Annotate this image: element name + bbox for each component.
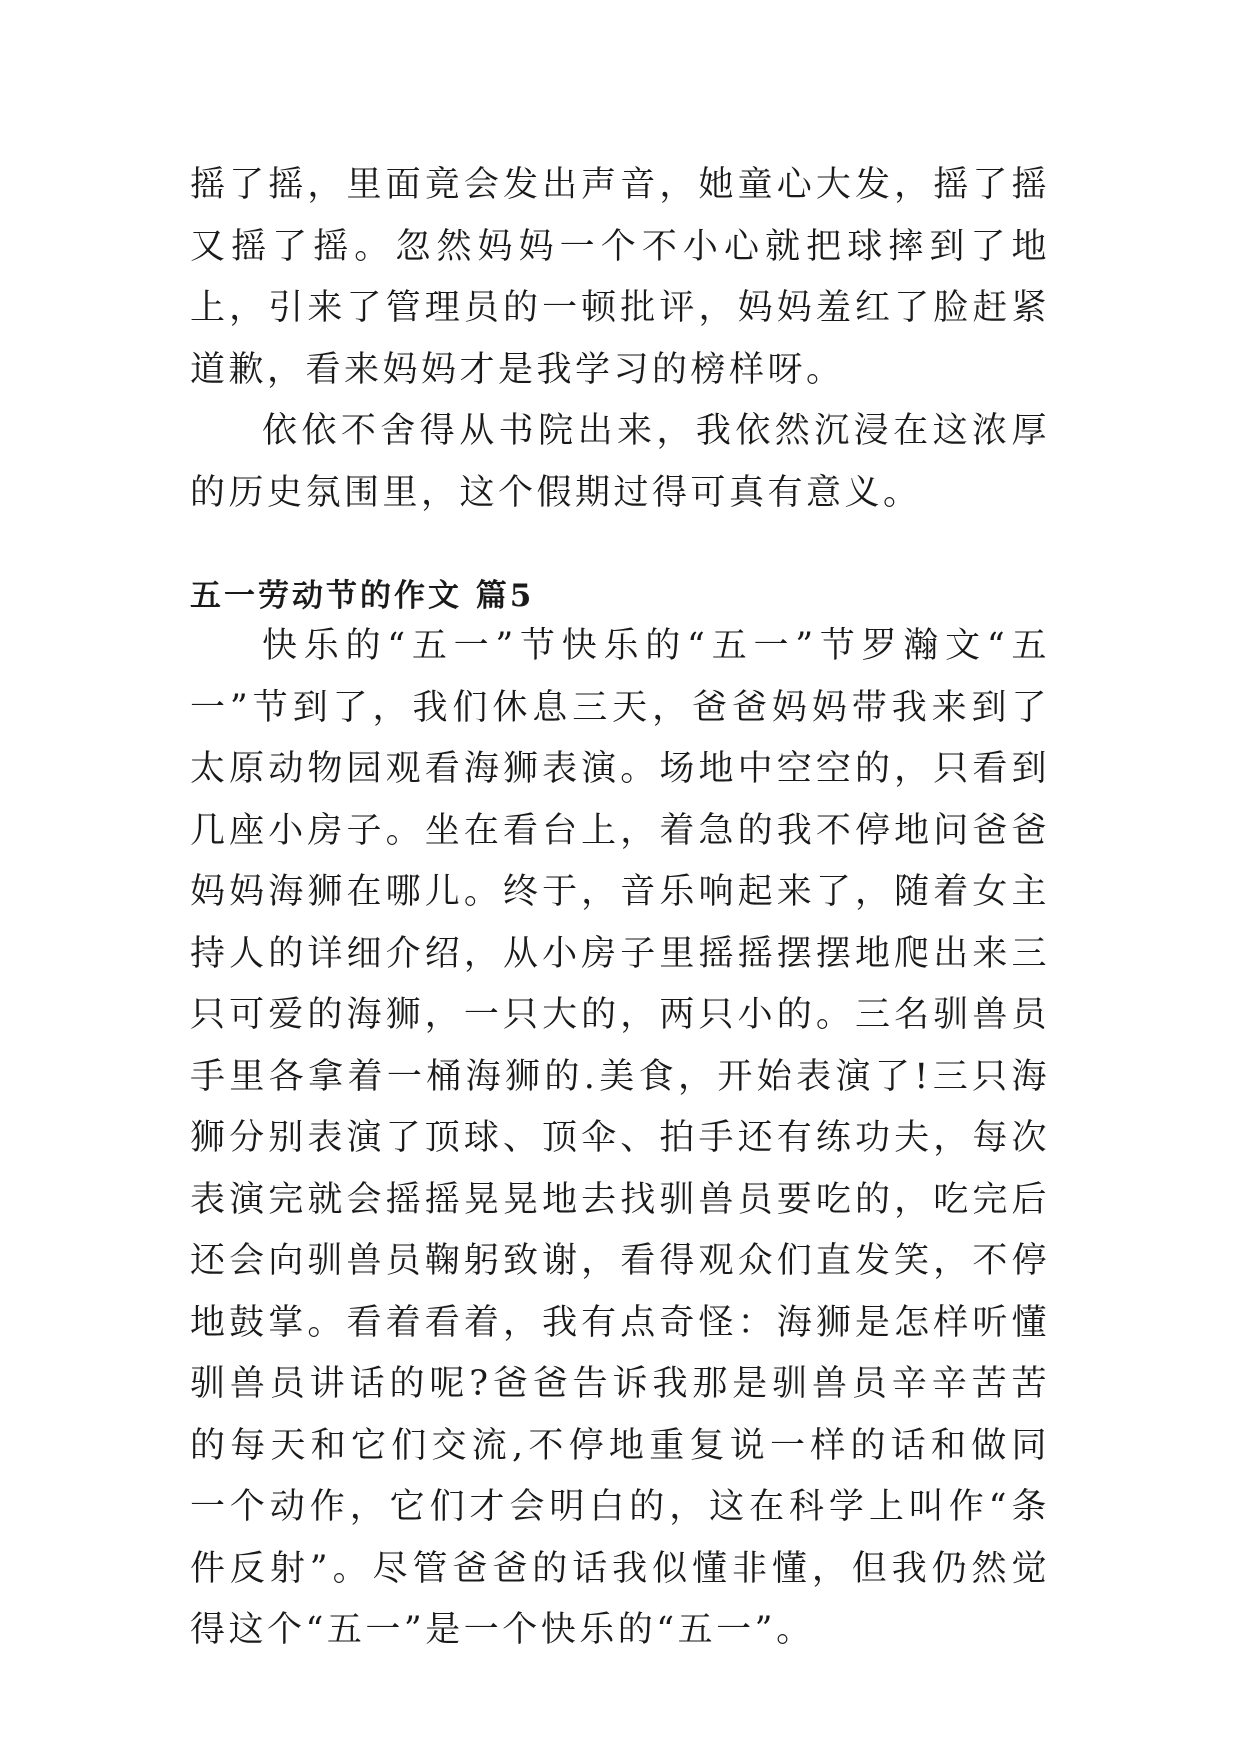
paragraph-essay-body: 快乐的“五一”节快乐的“五一”节罗瀚文“五一”节到了，我们休息三天，爸爸妈妈带我来到了太原动物园观看海狮表演。场地中空空的，只看到几座小房子。坐在看台上，着急的我不停地问爸爸妈妈海狮在哪儿。终于，音乐响起来了，随着女主持人的详细介绍，从小房子里摇摇摆摆地爬出来三只可爱的海狮，一只大的，两只小的。三名驯兽员手里各拿着一桶海狮的.美食，开始表演了!三只海狮分别表演了顶球、顶伞、拍手还有练功夫，每次表演完就会摇摇晃晃地去找驯兽员要吃的，吃完后还会向驯兽员鞠躬致谢，看得观众们直发笑，不停地鼓掌。看着看着，我有点奇怪：海狮是怎样听懂驯兽员讲话的呢?爸爸告诉我那是驯兽员辛辛苦苦的每天和它们交流,不停地重复说一样的话和做同一个动作，它们才会明白的，这在科学上叫作“条件反射”。尽管爸爸的话我似懂非懂，但我仍然觉得这个“五一”是一个快乐的“五一”。 <box>190 626 1050 1650</box>
paragraph-continuation: 摇了摇，里面竟会发出声音，她童心大发，摇了摇又摇了摇。忽然妈妈一个不小心就把球摔到了地上，引来了管理员的一顿批评，妈妈羞红了脸赶紧道歉，看来妈妈才是我学习的榜样呀。 <box>190 165 1050 390</box>
section-heading: 五一劳动节的作文 篇5 <box>190 578 535 614</box>
paragraph-closing: 依依不舍得从书院出来，我依然沉浸在这浓厚的历史氛围里，这个假期过得可真有意义。 <box>190 411 1050 513</box>
